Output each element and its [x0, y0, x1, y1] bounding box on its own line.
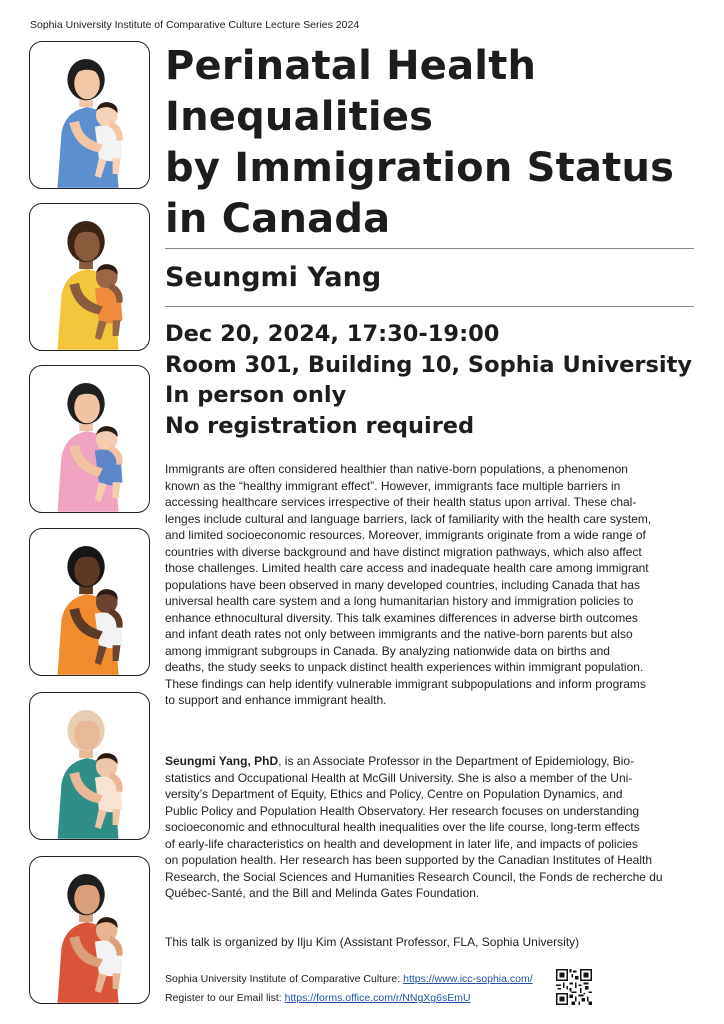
lecture-series-header: Sophia University Institute of Comparative Culture Lecture Series 2024 — [30, 19, 360, 31]
icc-website-link[interactable]: https://www.icc-sophia.com/ — [403, 973, 533, 985]
bio-first-line — [165, 753, 695, 770]
register-link-line — [165, 992, 471, 1004]
illustration-card — [29, 528, 150, 676]
mother-baby-icon — [30, 857, 149, 1003]
mother-baby-icon — [30, 42, 149, 188]
qr-code-icon — [556, 969, 592, 1005]
illustration-card — [29, 692, 150, 840]
mother-baby-icon — [30, 366, 149, 512]
event-details — [165, 319, 692, 441]
register-label: Register to our Email list: — [165, 992, 285, 1004]
abstract-line: deaths, the study seeks to unpack distinct health experiences within immigrant population. — [165, 660, 644, 674]
event-format: In person only — [165, 382, 347, 408]
abstract-line: populations have been observed in many developed countries, including Canada that has — [165, 577, 640, 592]
abstract-line: known as the “healthy immigrant effect”. However, immigrants face multiple barriers in — [165, 478, 621, 493]
abstract-line: and infant death rates not only between immigrants and the native-born parents but also — [165, 627, 633, 641]
divider — [165, 306, 694, 307]
event-registration: No registration required — [165, 412, 475, 439]
abstract-line: enhance ethnocultural diversity. This talk examines differences in adverse birth outcomes — [165, 610, 638, 625]
register-form-link[interactable]: https://forms.office.com/r/NNgXg6sEmU — [284, 992, 471, 1004]
bio-line: statistics and Occupational Health at McGill University. She is also a member of the Uni- — [165, 770, 633, 785]
abstract-line: to support and enhance immigrant health. — [165, 693, 387, 707]
illustration-card — [29, 856, 150, 1004]
abstract-paragraph — [165, 461, 695, 709]
event-date-time: Dec 20, 2024, 17:30-19:00 — [165, 321, 500, 347]
abstract-line: These findings can help identify vulnerable immigrant subpopulations and inform programs — [165, 676, 646, 691]
mother-baby-icon — [30, 693, 149, 839]
page-title — [165, 41, 705, 245]
abstract-line: lenges include cultural and language barriers, lack of familiarity with the health care system, — [165, 511, 652, 526]
bio-line: versity’s Department of Equity, Ethics and Policy, Centre on Population Dynamics, and — [165, 787, 623, 801]
title-line: Inequalities — [165, 94, 434, 140]
icc-link-line — [165, 973, 533, 985]
title-line: by Immigration Status — [165, 145, 675, 191]
abstract-line: universal health care system and a long humanitarian history and immigration policies to — [165, 594, 634, 608]
bio-lines — [165, 770, 695, 902]
illustration-card — [29, 365, 150, 513]
illustration-card — [29, 203, 150, 351]
abstract-line: those challenges. Limited health care access and inadequate health care among immigrant — [165, 561, 649, 575]
bio-line: on population health. Her research has been supported by the Canadian Institutes of Health — [165, 853, 652, 867]
speaker-bio — [165, 753, 695, 902]
bio-line: Public Policy and Population Health Observatory. Her research focuses on understanding — [165, 803, 640, 818]
speaker-name: Seungmi Yang — [165, 262, 382, 293]
abstract-line: Immigrants are often considered healthier than native-born populations, a phenomenon — [165, 462, 628, 476]
icc-label: Sophia University Institute of Comparative Culture: — [165, 973, 404, 985]
title-line: Perinatal Health — [165, 43, 537, 89]
illustration-card — [29, 41, 150, 189]
bio-line: Research, the Social Sciences and Humanities Research Council, the Fonds de recherche du — [165, 869, 663, 884]
mother-baby-icon — [30, 204, 149, 350]
divider — [165, 248, 694, 249]
title-line: in Canada — [165, 196, 391, 242]
bio-line: Québec-Santé, and the Bill and Melinda Gates Foundation. — [165, 886, 480, 900]
abstract-line: accessing healthcare services irrespective of their health status upon arrival. These chal- — [165, 495, 637, 509]
event-location: Room 301, Building 10, Sophia University — [165, 351, 692, 378]
organizer-note: This talk is organized by Ilju Kim (Assistant Professor, FLA, Sophia University) — [165, 935, 580, 949]
bio-name: Seungmi Yang, PhD — [165, 754, 279, 768]
bio-line: of early-life characteristics on health and development in later life, and impacts of policies — [165, 836, 638, 851]
abstract-line: and limited socioeconomic resources. Moreover, immigrants originate from a wide range of — [165, 528, 646, 542]
mother-baby-icon — [30, 529, 149, 675]
bio-first-line-rest: , is an Associate Professor in the Department of Epidemiology, Bio- — [278, 754, 635, 768]
abstract-line: among immigrant subgroups in Canada. By analyzing nationwide data on births and — [165, 643, 610, 658]
bio-line: socioeconomic and ethnocultural health inequalities over the life course, long-term effects — [165, 820, 640, 834]
abstract-line: countries with diverse background and have distinct migration pathways, which also affect — [165, 544, 642, 559]
